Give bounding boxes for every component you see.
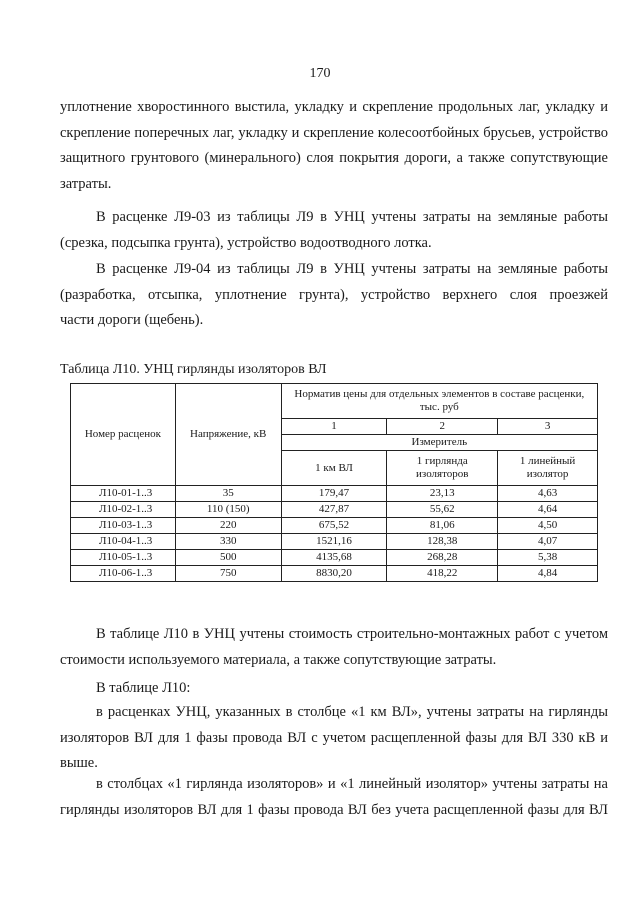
cell-value: 427,87 bbox=[281, 502, 387, 518]
cell-value: 4,50 bbox=[498, 518, 598, 534]
cell-voltage: 500 bbox=[175, 550, 281, 566]
price-table bbox=[70, 383, 598, 582]
cell-value: 23,13 bbox=[387, 486, 498, 502]
text-line: (срезка, подсыпка грунта), устройство водоотводного лотка. bbox=[60, 234, 432, 251]
measure-header: Измеритель bbox=[281, 435, 597, 451]
col-header-voltage: Напряжение, кВ bbox=[175, 384, 281, 486]
paragraph-6 bbox=[60, 700, 608, 777]
table-row bbox=[71, 550, 598, 566]
table-caption: Таблица Л10. УНЦ гирлянды изоляторов ВЛ bbox=[60, 362, 327, 377]
cell-voltage: 220 bbox=[175, 518, 281, 534]
table-row bbox=[71, 502, 598, 518]
cell-value: 268,28 bbox=[387, 550, 498, 566]
cell-value: 4,84 bbox=[498, 566, 598, 582]
paragraph-1 bbox=[60, 95, 608, 197]
cell-value: 4,07 bbox=[498, 534, 598, 550]
paragraph-7 bbox=[60, 772, 608, 823]
paragraph-4 bbox=[60, 621, 608, 673]
text-line: изоляторов ВЛ для 1 фазы провода ВЛ с учетом расщепленной фазы для ВЛ 330 кВ и bbox=[60, 729, 608, 746]
col-header-code: Номер расценок bbox=[71, 384, 176, 486]
cell-voltage: 750 bbox=[175, 566, 281, 582]
cell-value: 81,06 bbox=[387, 518, 498, 534]
col-number: 1 bbox=[281, 419, 387, 435]
text-line: гирлянды изоляторов ВЛ для 1 фазы провода ВЛ без учета расщепленной фазы для ВЛ bbox=[60, 801, 608, 818]
cell-code: Л10-01-1..3 bbox=[71, 486, 176, 502]
col-number: 3 bbox=[498, 419, 598, 435]
cell-value: 179,47 bbox=[281, 486, 387, 502]
col-unit: 1 гирлянда изоляторов bbox=[387, 451, 498, 486]
cell-value: 8830,20 bbox=[281, 566, 387, 582]
text-line: затраты. bbox=[60, 175, 112, 192]
table-row bbox=[71, 566, 598, 582]
text-line: В расценке Л9-04 из таблицы Л9 в УНЦ учтены затраты на земляные работы bbox=[96, 261, 608, 277]
cell-code: Л10-06-1..3 bbox=[71, 566, 176, 582]
text-line: стоимости используемого материала, а также сопутствующие затраты. bbox=[60, 652, 497, 668]
table-row bbox=[71, 486, 598, 502]
cell-value: 675,52 bbox=[281, 518, 387, 534]
cell-value: 55,62 bbox=[387, 502, 498, 518]
text-line: скрепление поперечных лаг, укладку и скрепление колесоотбойных брусьев, устройство bbox=[60, 124, 608, 141]
table-row bbox=[71, 534, 598, 550]
table-header-row bbox=[71, 384, 598, 419]
text-line: в столбцах «1 гирлянда изоляторов» и «1 линейный изолятор» учтены затраты на bbox=[96, 776, 608, 792]
text-line: части дороги (щебень). bbox=[60, 312, 204, 328]
cell-value: 1521,16 bbox=[281, 534, 387, 550]
text-line: выше. bbox=[60, 755, 98, 771]
text-line: В расценке Л9-03 из таблицы Л9 в УНЦ учтены затраты на земляные работы bbox=[96, 209, 608, 225]
cell-value: 418,22 bbox=[387, 566, 498, 582]
text-line: в расценках УНЦ, указанных в столбце «1 км ВЛ», учтены затраты на гирлянды bbox=[96, 704, 608, 720]
col-unit: 1 км ВЛ bbox=[281, 451, 387, 486]
paragraph-3 bbox=[60, 257, 608, 334]
cell-value: 4135,68 bbox=[281, 550, 387, 566]
cell-value: 4,64 bbox=[498, 502, 598, 518]
page-number: 170 bbox=[309, 66, 331, 81]
text-line: В таблице Л10: bbox=[96, 680, 191, 696]
cell-code: Л10-05-1..3 bbox=[71, 550, 176, 566]
cell-value: 128,38 bbox=[387, 534, 498, 550]
table-row bbox=[71, 518, 598, 534]
group-header: Норматив цены для отдельных элементов в составе расценки, тыс. руб bbox=[281, 384, 597, 419]
cell-code: Л10-03-1..3 bbox=[71, 518, 176, 534]
cell-voltage: 35 bbox=[175, 486, 281, 502]
text-line: В таблице Л10 в УНЦ учтены стоимость строительно-монтажных работ с учетом bbox=[96, 626, 608, 642]
cell-code: Л10-02-1..3 bbox=[71, 502, 176, 518]
text-line: уплотнение хворостинного выстила, укладку и скрепление продольных лаг, укладку и bbox=[60, 99, 608, 115]
text-line: (разработка, отсыпка, уплотнение грунта), устройство верхнего слоя проезжей bbox=[60, 286, 608, 303]
cell-value: 4,63 bbox=[498, 486, 598, 502]
paragraph-5 bbox=[60, 676, 608, 702]
col-unit: 1 линейный изолятор bbox=[498, 451, 598, 486]
col-number: 2 bbox=[387, 419, 498, 435]
text-line: защитного грунтового (минерального) слоя покрытия дороги, а также сопутствующие bbox=[60, 150, 608, 166]
cell-value: 5,38 bbox=[498, 550, 598, 566]
cell-voltage: 330 bbox=[175, 534, 281, 550]
paragraph-2 bbox=[60, 205, 608, 256]
cell-voltage: 110 (150) bbox=[175, 502, 281, 518]
cell-code: Л10-04-1..3 bbox=[71, 534, 176, 550]
